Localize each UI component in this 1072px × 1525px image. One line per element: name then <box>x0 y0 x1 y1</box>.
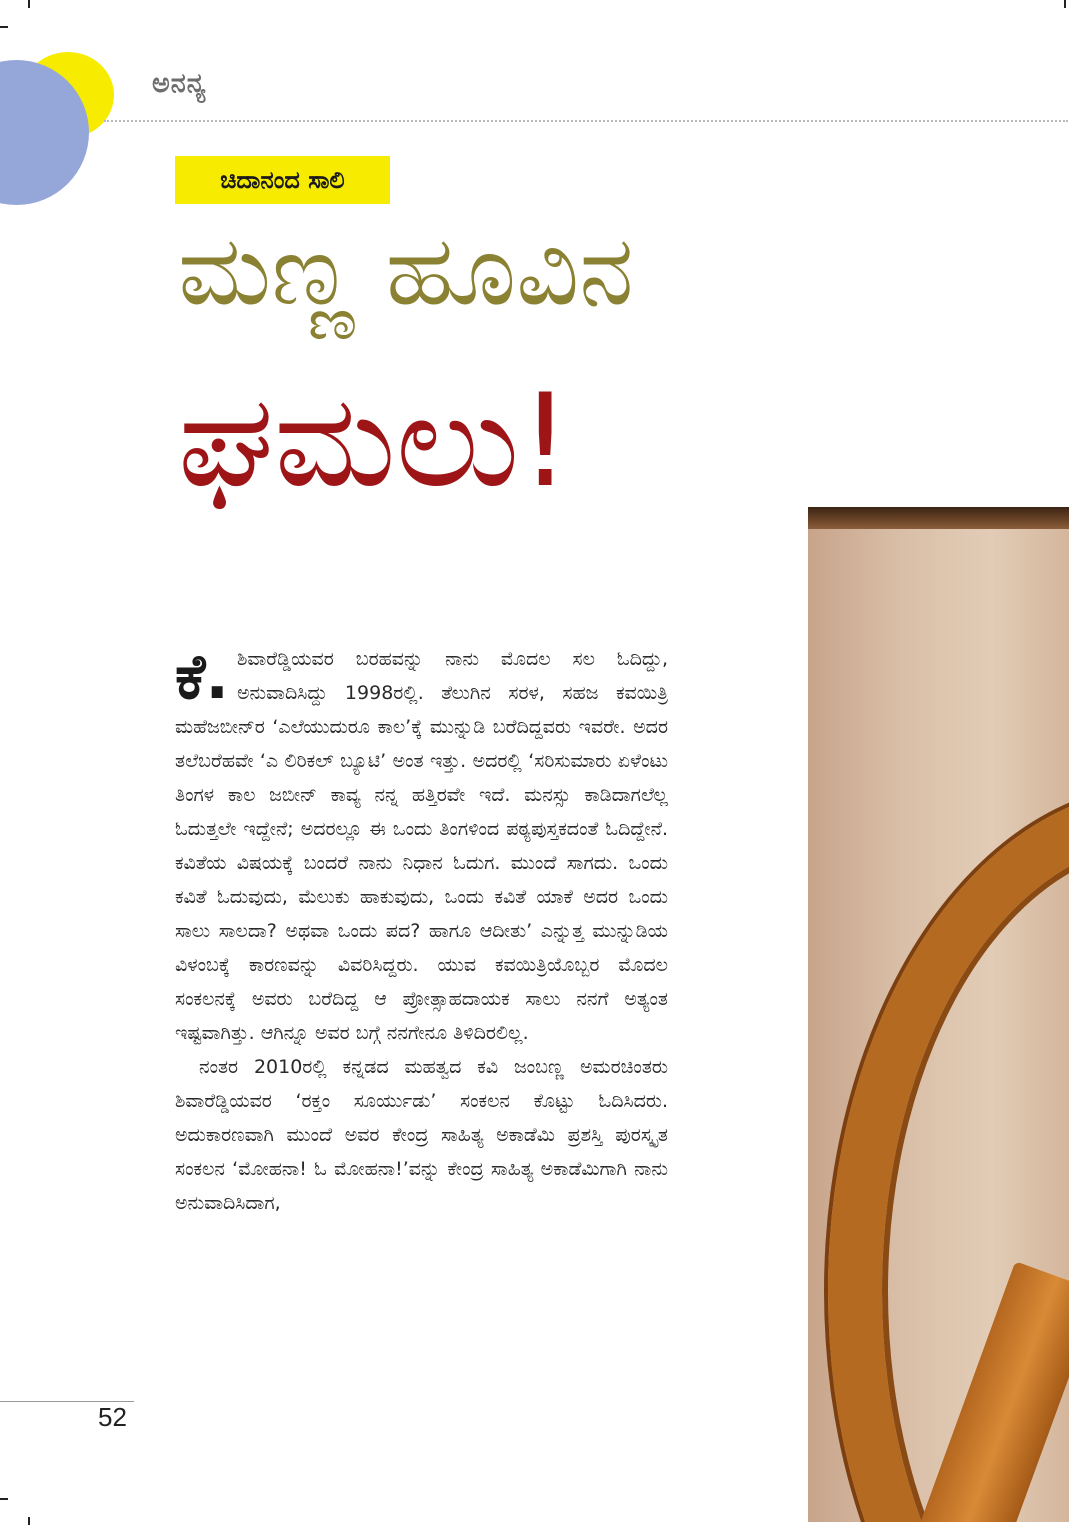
author-badge <box>175 156 390 204</box>
crop-mark-left-lower <box>0 1498 8 1500</box>
paragraph-1 <box>175 642 668 1050</box>
title-line-1: ಮಣ್ಣ ಹೂವಿನ <box>178 214 634 328</box>
page-number: 52 <box>98 1402 127 1432</box>
crop-mark-top-left <box>28 0 30 8</box>
section-label: ಅನನ್ಯ <box>152 68 207 99</box>
photo-wood-trim <box>808 507 1069 529</box>
crop-mark-top-right <box>1064 0 1066 8</box>
drop-cap: ಕೆ. <box>175 640 229 713</box>
paragraph-2: ನಂತರ 2010ರಲ್ಲಿ ಕನ್ನಡದ ಮಹತ್ವದ ಕವಿ ಜಂಬಣ್ಣ ಅಮರಚಿಂತರು ಶಿವಾರೆಡ್ಡಿಯವರ ‘ರಕ್ತಂ ಸೂರ್ಯುಡು’ ಸಂಕಲನ ಕೊಟ್ಟು ಓದಿಸಿದರು. ಅದುಕಾರಣವಾಗಿ ಮುಂದೆ ಅವರ ಕೇಂದ್ರ ಸಾಹಿತ್ಯ ಅಕಾಡೆಮಿ ಪ್ರಶಸ್ತಿ ಪುರಸ್ಕೃತ ಸಂಕಲನ ‘ಮೋಹನಾ! ಓ ಮೋಹನಾ!’ವನ್ನು ಕೇಂದ್ರ ಸಾಹಿತ್ಯ ಅಕಾಡೆಮಿಗಾಗಿ ನಾನು ಅನುವಾದಿಸಿದಾಗ, <box>175 1056 668 1214</box>
author-name: ಚಿದಾನಂದ ಸಾಲಿ <box>220 166 345 194</box>
paragraph-1-text: ಶಿವಾರೆಡ್ಡಿಯವರ ಬರಹವನ್ನು ನಾನು ಮೊದಲ ಸಲ ಓದಿದ್ದು, ಅನುವಾದಿಸಿದ್ದು 1998ರಲ್ಲಿ. ತೆಲುಗಿನ ಸರಳ, ಸಹಜ ಕವಯಿತ್ರಿ ಮಹೆಜಬೀನ್‌ರ ‘ಎಲೆಯುದುರೂ ಕಾಲ’ಕ್ಕೆ ಮುನ್ನುಡಿ ಬರೆದಿದ್ದವರು ಇವರೇ. ಅದರ ತಲೆಬರೆಹವೇ ‘ಎ ಲಿರಿಕಲ್ ಬ್ಯೂಟಿ’ ಅಂತ ಇತ್ತು. ಅದರಲ್ಲಿ ‘ಸರಿಸುಮಾರು ಏಳೆಂಟು ತಿಂಗಳ ಕಾಲ ಜಬೀನ್ ಕಾವ್ಯ ನನ್ನ ಹತ್ತಿರವೇ ಇದೆ. ಮನಸ್ಸು ಕಾಡಿದಾಗಲೆಲ್ಲ ಓದುತ್ತಲೇ ಇದ್ದೇನೆ; ಅದರಲ್ಲೂ ಈ ಒಂದು ತಿಂಗಳಿಂದ ಪಠ್ಯಪುಸ್ತಕದಂತೆ ಓದಿದ್ದೇನೆ. ಕವಿತೆಯ ವಿಷಯಕ್ಕೆ ಬಂದರೆ ನಾನು ನಿಧಾನ ಓದುಗ. ಮುಂದೆ ಸಾಗದು. ಒಂದು ಕವಿತೆ ಓದುವುದು, ಮೆಲುಕು ಹಾಕುವುದು, ಒಂದು ಕವಿತೆ ಯಾಕೆ ಅದರ ಒಂದು ಸಾಲು ಸಾಲದಾ? ಅಥವಾ ಒಂದು ಪದ? ಹಾಗೂ ಆದೀತು’ ಎನ್ನುತ್ತ ಮುನ್ನುಡಿಯ ವಿಳಂಬಕ್ಕೆ ಕಾರಣವನ್ನು ವಿವರಿಸಿದ್ದರು. ಯುವ ಕವಯಿತ್ರಿಯೊಬ್ಬರ ಮೊದಲ ಸಂಕಲನಕ್ಕೆ ಅವರು ಬರೆದಿದ್ದ ಆ ಪ್ರೋತ್ಸಾಹದಾಯಕ ಸಾಲು ನನಗೆ ಅತ್ಯಂತ ಇಷ್ಟವಾಗಿತ್ತು. ಆಗಿನ್ನೂ ಅವರ ಬಗ್ಗೆ ನನಗೇನೂ ತಿಳಿದಿರಲಿಲ್ಲ. <box>175 648 668 1044</box>
article-photo <box>808 507 1069 1522</box>
article-body <box>175 642 668 1220</box>
crop-mark-bottom-left <box>28 1517 30 1525</box>
crop-mark-left-upper <box>0 26 8 28</box>
header-dotted-rule <box>104 120 1068 122</box>
title-line-2: ಘಮಲು! <box>178 367 571 516</box>
